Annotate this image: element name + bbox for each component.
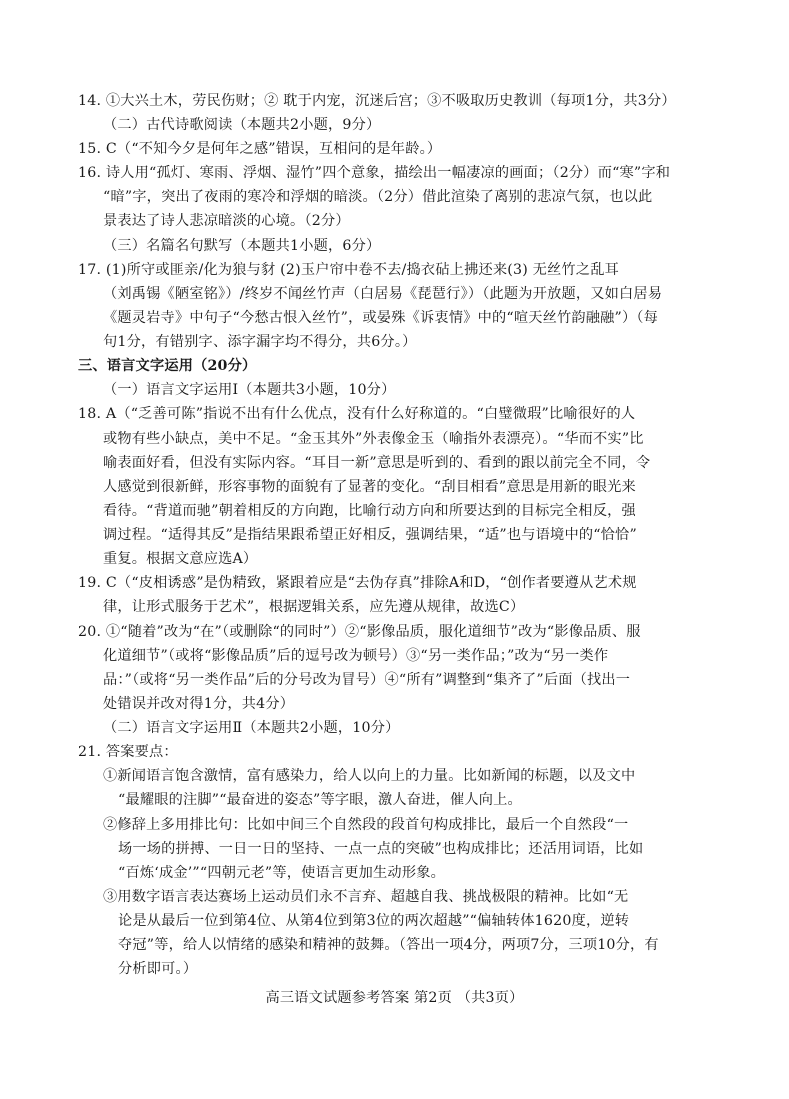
answer-21-point-3-cont: 分析即可。） bbox=[118, 961, 198, 977]
answer-17-cont: （刘禹锡《陋室铭》）/终岁不闻丝竹声（白居易《琵琶行》）（此题为开放题，又如白居易 bbox=[103, 286, 663, 302]
answer-16-cont: “暗”字，突出了夜雨的寒冷和浮烟的暗淡。（2分）借此渲染了离别的悲凉气氛，也以此 bbox=[103, 189, 653, 205]
answer-19: 19. C（“皮相诱惑”是伪精致，紧跟着应是“去伪存真”排除A和D，“创作者要遵从艺术规 bbox=[78, 575, 637, 591]
answer-21-point-1-cont: “最耀眼的注脚”“最奋进的姿态”等字眼，激人奋进，催人向上。 bbox=[118, 792, 522, 808]
answer-21-point-2-cont: 场一场的拼搏、一日一日的坚持、一点一点的突破”也构成排比；还活用词语，比如 bbox=[118, 841, 644, 857]
section-language-2: （二）语言文字运用Ⅱ（本题共2小题，10分） bbox=[103, 720, 400, 736]
answer-17-cont: 句1分，有错别字、添字漏字均不得分，共6分。） bbox=[103, 334, 417, 350]
answer-20-cont: 处错误并改对得1分，共4分） bbox=[103, 696, 295, 712]
answer-21-point-3-cont: 论是从最后一位到第4位、从第4位到第3位的两次超越”“偏轴转体1620度，逆转 bbox=[118, 913, 630, 929]
answer-14: 14. ①大兴土木，劳民伤财；② 耽于内宠，沉迷后宫；③不吸取历史教训（每项1分，共3分） bbox=[78, 93, 676, 109]
answer-21-point-3-cont: 夺冠”等，给人以情绪的感染和精神的鼓舞。（答出一项4分，两项7分，三项10分，有 bbox=[118, 937, 659, 953]
answer-17: 17. (1)所守或匪亲/化为狼与豺 (2)玉户帘中卷不去/捣衣砧上拂还来(3) 无丝竹之乱耳 bbox=[78, 262, 619, 278]
answer-21-point-3: ③用数字语言表达赛场上运动员们永不言弃、超越自我、挑战极限的精神。比如“无 bbox=[103, 889, 629, 905]
answer-19-cont: 律，让形式服务于艺术”，根据逻辑关系，应先遵从规律，故选C） bbox=[103, 599, 525, 615]
answer-20-cont: 化道细节”（或将“影像品质”后的逗号改为顿号）③“另一类作品；”改为“另一类作 bbox=[103, 648, 609, 664]
section-dictation: （三）名篇名句默写（本题共1小题，6分） bbox=[103, 238, 381, 254]
answer-21-point-2-cont: “百炼‘成金’”“四朝元老”等，使语言更加生动形象。 bbox=[118, 865, 445, 881]
answer-21-point-2: ②修辞上多用排比句：比如中间三个自然段的段首句构成排比，最后一个自然段“一 bbox=[103, 817, 629, 833]
answer-16-cont: 景表达了诗人悲凉暗淡的心境。（2分） bbox=[103, 213, 350, 229]
answer-18-cont: 看待。“背道而驰”朝着相反的方向跑，比喻行动方向和所要达到的目标完全相反，强 bbox=[103, 503, 636, 519]
section-heading-language: 三、语言文字运用（20分） bbox=[78, 358, 257, 374]
page-footer: 高三语文试题参考答案 第2页 （共3页） bbox=[265, 990, 524, 1006]
answer-16: 16. 诗人用“孤灯、寒雨、浮烟、湿竹”四个意象，描绘出一幅凄凉的画面；（2分）而“寒”字和 bbox=[78, 165, 671, 181]
answer-20-cont: 品：”（或将“另一类作品”后的分号改为冒号）④“所有”调整到“集齐了”后面（找出一 bbox=[103, 672, 631, 688]
answer-18-cont: 喻表面好看，但没有实际内容。“耳目一新”意思是听到的、看到的跟以前完全不同，令 bbox=[103, 455, 651, 471]
answer-15: 15. C（“不知今夕是何年之感”错误，互相问的是年龄。） bbox=[78, 141, 442, 157]
answer-17-cont: 《题灵岩寺》中句子“今愁古恨入丝竹”，或晏殊《诉衷情》中的“喧天丝竹韵融融”）（每 bbox=[103, 310, 659, 326]
answer-20: 20. ①“随着”改为“在”（或删除“的同时”）②“影像品质，服化道细节”改为“影像品质、服 bbox=[78, 624, 641, 640]
answer-18: 18. A（“乏善可陈”指说不出有什么优点，没有什么好称道的。“白璧微瑕”比喻很好的人 bbox=[78, 406, 636, 422]
answer-18-cont: 重复。根据文意应选A） bbox=[103, 551, 258, 567]
answer-21-point-1: ①新闻语言饱含激情，富有感染力，给人以向上的力量。比如新闻的标题，以及文中 bbox=[103, 768, 636, 784]
answer-18-cont: 或物有些小缺点，美中不足。“金玉其外”外表像金玉（喻指外表漂亮）。“华而不实”比 bbox=[103, 431, 644, 447]
answer-18-cont: 调过程。“适得其反”是指结果跟希望正好相反，强调结果，“适”也与语境中的“恰恰” bbox=[103, 527, 637, 543]
answer-21: 21. 答案要点： bbox=[78, 744, 178, 760]
section-language-1: （一）语言文字运用Ⅰ（本题共3小题，10分） bbox=[103, 382, 396, 398]
section-poetry: （二）古代诗歌阅读（本题共2小题，9分） bbox=[103, 117, 381, 133]
answer-18-cont: 人感觉到很新鲜，形容事物的面貌有了显著的变化。“刮目相看”意思是用新的眼光来 bbox=[103, 479, 636, 495]
